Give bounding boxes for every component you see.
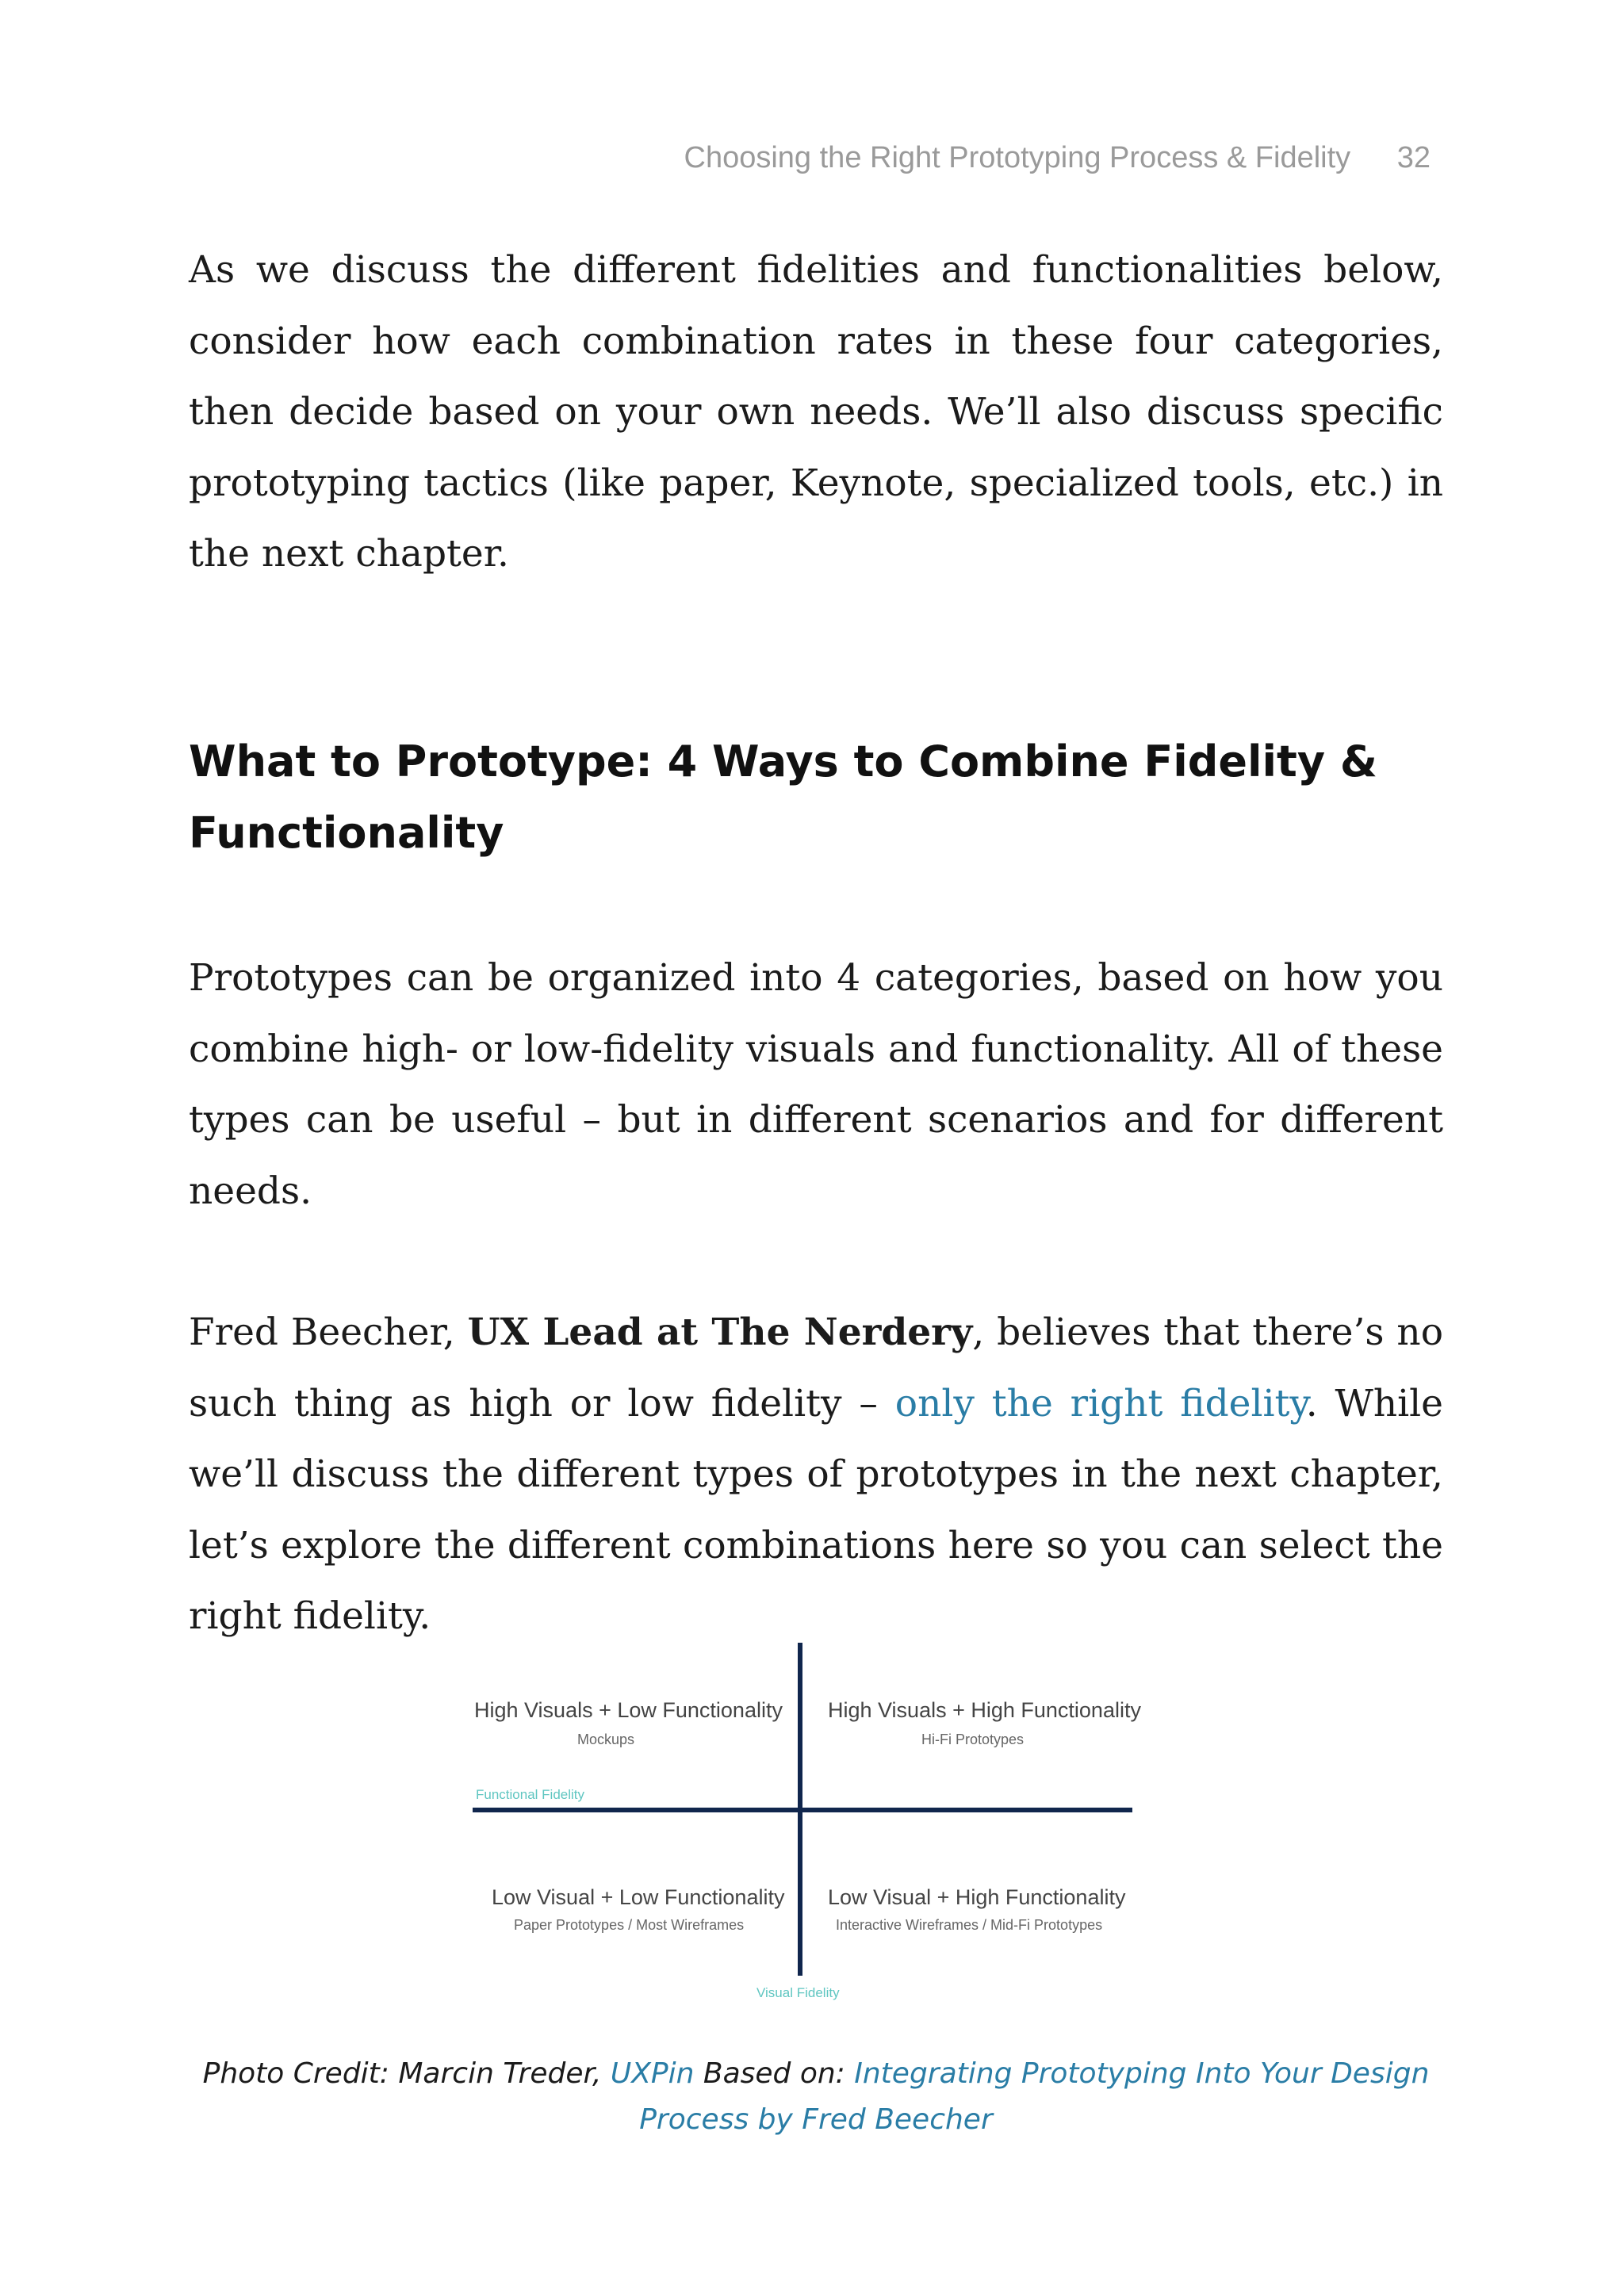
quadrant-top-right-sub: Hi-Fi Prototypes: [921, 1732, 1025, 1747]
quadrant-bottom-left-sub: Paper Prototypes / Most Wireframes: [514, 1917, 745, 1933]
beecher-paragraph: [189, 1297, 1443, 1652]
right-fidelity-link[interactable]: only the right fidelity: [894, 1381, 1306, 1425]
visual-fidelity-label: Visual Fidelity: [756, 1985, 840, 2000]
quadrant-bottom-right-sub: Interactive Wireframes / Mid-Fi Prototypes: [836, 1917, 1103, 1933]
beecher-text-2: , believes that there’s no such thing as high or low fidelity –: [189, 1311, 1443, 1425]
source-article-link[interactable]: Integrating Prototyping Into Your Design Process by Fred Beecher: [639, 2057, 1430, 2136]
quadrant-bottom-left-title: Low Visual + Low Functionality: [492, 1885, 785, 1909]
categories-paragraph: Prototypes can be organized into 4 categories, based on how you combine high- or low-fidelity visuals and functionality. All of these types can be useful – but in different scenarios and for different needs.: [189, 956, 1443, 1213]
page-number: 32: [1396, 141, 1431, 174]
beecher-text-1: Fred Beecher,: [189, 1311, 468, 1354]
photo-credit-caption: [189, 2051, 1443, 2143]
uxpin-link[interactable]: UXPin: [610, 2057, 695, 2090]
running-header: [684, 141, 1431, 175]
beecher-text-3: . While we’ll discuss the different types of prototypes in the next chapter, let’s explore the different combinations here so you can select the right fidelity.: [189, 1381, 1443, 1638]
horizontal-axis-line: [473, 1808, 1132, 1812]
quadrant-top-right-title: High Visuals + High Functionality: [828, 1698, 1141, 1722]
section-heading: What to Prototype: 4 Ways to Combine Fidelity & Functionality: [189, 737, 1377, 858]
fidelity-quadrant-diagram: [468, 1643, 1182, 2015]
quadrant-top-left-sub: Mockups: [577, 1732, 635, 1747]
caption-middle: Based on:: [694, 2057, 855, 2090]
quadrant-top-left-title: High Visuals + Low Functionality: [474, 1698, 783, 1722]
functional-fidelity-label: Functional Fidelity: [476, 1787, 585, 1802]
caption-prefix: Photo Credit: Marcin Treder,: [202, 2057, 611, 2090]
chapter-title: Choosing the Right Prototyping Process & Fidelity: [684, 141, 1351, 174]
intro-paragraph: As we discuss the different fidelities and functionalities below, consider how each combination rates in these four categories, then decide based on your own needs. We’ll also discuss specific prototyping tactics (like paper, Keynote, specialized tools, etc.) in the next chapter.: [189, 248, 1443, 576]
quadrant-bottom-right-title: Low Visual + High Functionality: [828, 1885, 1126, 1909]
beecher-role: UX Lead at The Nerdery: [467, 1311, 973, 1354]
